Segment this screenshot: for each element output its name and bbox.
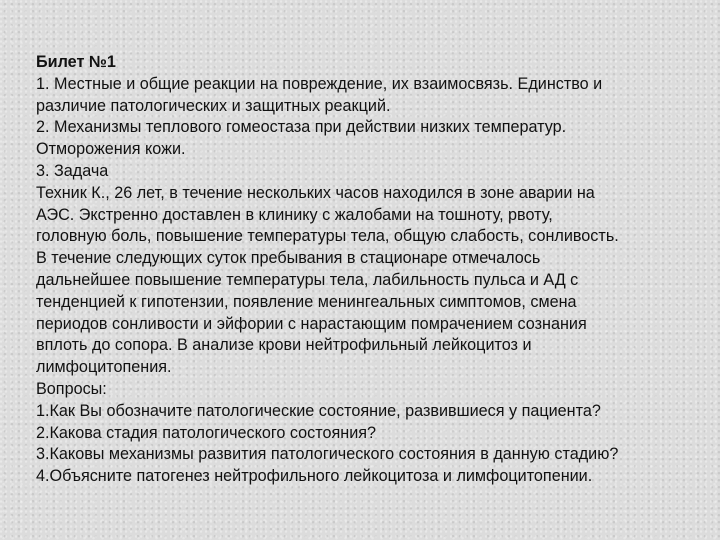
text-line: периодов сонливости и эйфории с нарастающим помрачением сознания — [36, 314, 587, 333]
text-line: дальнейшее повышение температуры тела, лабильность пульса и АД с — [36, 270, 579, 289]
text-line: Отморожения кожи. — [36, 140, 186, 159]
text-line: вплоть до сопора. В анализе крови нейтрофильный лейкоцитоз и — [36, 336, 532, 355]
text-line: 2.Какова стадия патологического состояния? — [36, 423, 377, 442]
text-line: различие патологических и защитных реакций. — [36, 96, 391, 115]
text-line: Вопросы: — [36, 379, 107, 398]
text-line: 3. Задача — [36, 161, 109, 180]
text-line: 1.Как Вы обозначите патологические состояние, развившиеся у пациента? — [36, 401, 601, 420]
text-line: 3.Каковы механизмы развития патологического состояния в данную стадию? — [36, 445, 619, 464]
text-line: 2. Механизмы теплового гомеостаза при действии низких температур. — [36, 118, 567, 137]
text-line: В течение следующих суток пребывания в стационаре отмечалось — [36, 249, 541, 268]
ticket-text-block — [36, 52, 716, 488]
text-line: АЭС. Экстренно доставлен в клинику с жалобами на тошноту, рвоту, — [36, 205, 553, 224]
text-line: тенденцией к гипотензии, появление менингеальных симптомов, смена — [36, 292, 577, 311]
text-line: головную боль, повышение температуры тела, общую слабость, сонливость. — [36, 227, 619, 246]
text-line: 4.Объясните патогенез нейтрофильного лейкоцитоза и лимфоцитопении. — [36, 467, 593, 486]
text-line: лимфоцитопения. — [36, 358, 172, 377]
text-line: 1. Местные и общие реакции на повреждение, их взаимосвязь. Единство и — [36, 74, 603, 93]
ticket-title: Билет №1 — [36, 53, 116, 71]
text-line: Техник К., 26 лет, в течение нескольких часов находился в зоне аварии на — [36, 183, 595, 202]
